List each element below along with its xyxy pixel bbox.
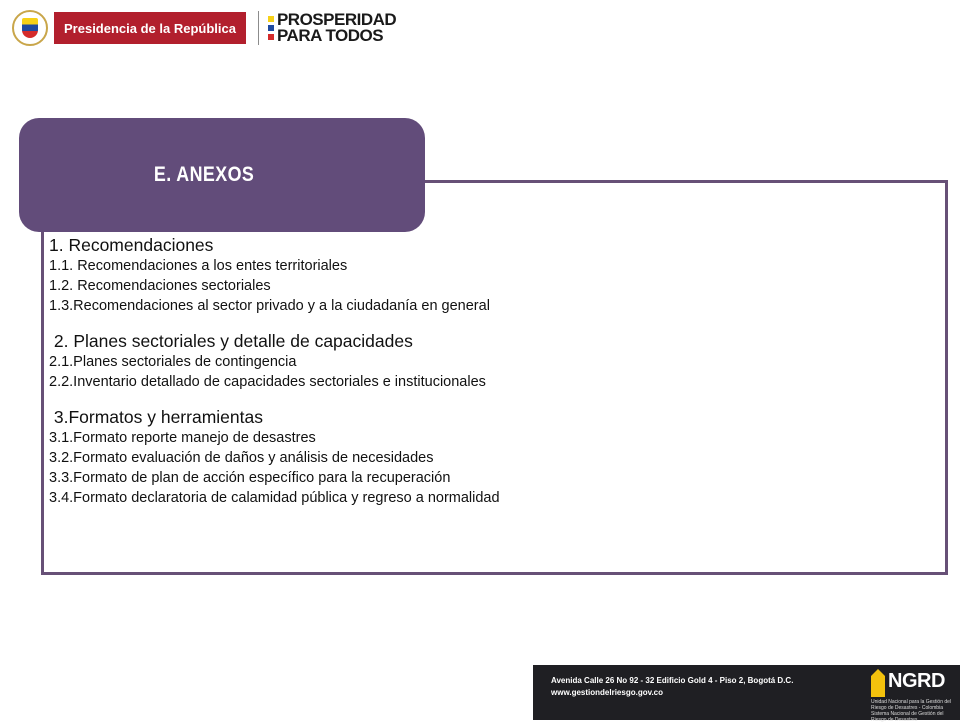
- outline-item-3-1: 3.1.Formato reporte manejo de desastres: [49, 430, 316, 446]
- logo-divider: [258, 11, 259, 45]
- ngrd-subtext: [871, 699, 955, 723]
- section-tab: [19, 118, 425, 232]
- outline-list: [49, 234, 500, 508]
- outline-item-1-1: 1.1. Recomendaciones a los entes territoriales: [49, 258, 348, 274]
- outline-item-3-2: 3.2.Formato evaluación de daños y análisis de necesidades: [49, 450, 434, 466]
- ngrd-logo-text: NGRD: [888, 670, 945, 692]
- section-title: E. ANEXOS: [153, 163, 255, 186]
- flag-bars-icon: [268, 16, 274, 40]
- ngrd-logo: [871, 669, 945, 697]
- outline-item-1-2: 1.2. Recomendaciones sectoriales: [49, 278, 271, 294]
- outline-item-2-2: 2.2.Inventario detallado de capacidades sectoriales e institucionales: [49, 374, 486, 390]
- prosperidad-line-1: PROSPERIDAD: [276, 10, 397, 29]
- outline-item-1-3: 1.3.Recomendaciones al sector privado y a la ciudadanía en general: [49, 298, 490, 314]
- prosperidad-logo: [268, 12, 396, 44]
- presidencia-logo: Presidencia de la República: [54, 12, 246, 44]
- ngrd-subtext-1: Unidad Nacional para la Gestión del Riesgo de Desastres - Colombia: [871, 699, 952, 711]
- footer-contact: [551, 675, 793, 699]
- outline-item-3-4: 3.4.Formato declaratoria de calamidad pública y regreso a normalidad: [49, 490, 500, 506]
- ngrd-emblem-icon: [871, 669, 885, 697]
- outline-heading-2: 2. Planes sectoriales y detalle de capacidades: [49, 331, 413, 351]
- footer-bar: [533, 665, 960, 723]
- header-logos: [12, 8, 396, 48]
- outline-heading-3: 3.Formatos y herramientas: [49, 407, 263, 427]
- prosperidad-line-2: PARA TODOS: [276, 26, 384, 45]
- footer-address: Avenida Calle 26 No 92 - 32 Edificio Gold 4 - Piso 2, Bogotá D.C.: [551, 676, 794, 685]
- footer-website: www.gestiondelriesgo.gov.co: [551, 688, 664, 697]
- outline-item-3-3: 3.3.Formato de plan de acción específico para la recuperación: [49, 470, 451, 486]
- colombia-coat-of-arms-icon: [12, 10, 48, 46]
- outline-item-2-1: 2.1.Planes sectoriales de contingencia: [49, 354, 297, 370]
- outline-heading-1: 1. Recomendaciones: [49, 235, 214, 255]
- ngrd-subtext-2: Sistema Nacional de Gestión del Riesgo de Desastres: [871, 711, 944, 723]
